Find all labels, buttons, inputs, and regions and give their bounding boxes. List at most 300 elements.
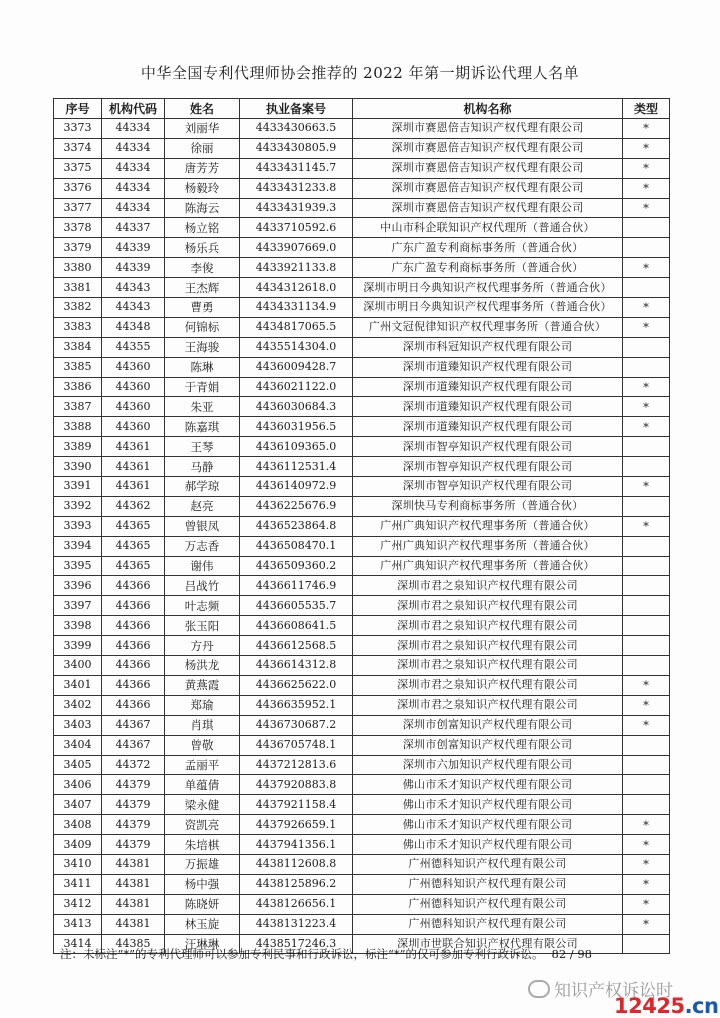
cell-org-code: 44365 — [102, 516, 165, 536]
cell-name: 王琴 — [165, 437, 240, 457]
cell-name: 王杰辉 — [165, 278, 240, 298]
cell-type: * — [623, 675, 670, 695]
cell-name: 黄燕霞 — [165, 675, 240, 695]
cell-org-name: 广州广典知识产权代理事务所（普通合伙） — [353, 556, 623, 576]
cell-license-no: 4436635952.1 — [240, 695, 353, 715]
table-row — [54, 417, 670, 437]
table-row — [54, 238, 670, 258]
cell-org-name: 深圳市世联合知识产权代理有限公司 — [353, 934, 623, 954]
cell-org-code: 44360 — [102, 397, 165, 417]
table-row — [54, 278, 670, 298]
cell-org-code: 44381 — [102, 914, 165, 934]
cell-org-code: 44343 — [102, 278, 165, 298]
cell-license-no: 4436608641.5 — [240, 616, 353, 636]
cell-name: 马静 — [165, 457, 240, 477]
cell-license-no: 4436508470.1 — [240, 536, 353, 556]
cell-license-no: 4433921133.8 — [240, 258, 353, 278]
cell-index: 3405 — [54, 755, 102, 775]
cell-org-code: 44339 — [102, 258, 165, 278]
cell-type: * — [623, 417, 670, 437]
cell-type: * — [623, 397, 670, 417]
cell-license-no: 4438126656.1 — [240, 894, 353, 914]
cell-name: 杨中强 — [165, 874, 240, 894]
cell-name: 于青娟 — [165, 377, 240, 397]
cell-org-code: 44334 — [102, 119, 165, 139]
cell-index: 3414 — [54, 934, 102, 954]
cell-license-no: 4435514304.0 — [240, 337, 353, 357]
table-row — [54, 835, 670, 855]
cell-index: 3391 — [54, 477, 102, 497]
cell-name: 肖琪 — [165, 715, 240, 735]
table-row — [54, 457, 670, 477]
cell-index: 3402 — [54, 695, 102, 715]
table-row — [54, 576, 670, 596]
cell-name: 刘丽华 — [165, 119, 240, 139]
cell-org-name: 深圳市赛恩倍吉知识产权代理有限公司 — [353, 178, 623, 198]
cell-type — [623, 536, 670, 556]
cell-type: * — [623, 298, 670, 318]
cell-type — [623, 496, 670, 516]
cell-org-name: 深圳市君之泉知识产权代理有限公司 — [353, 695, 623, 715]
cell-license-no: 4436611746.9 — [240, 576, 353, 596]
cell-org-code: 44360 — [102, 377, 165, 397]
cell-name: 单蕴倩 — [165, 775, 240, 795]
table-row — [54, 516, 670, 536]
table-row — [54, 755, 670, 775]
cell-name: 林玉旋 — [165, 914, 240, 934]
cell-org-name: 深圳市六加知识产权代理有限公司 — [353, 755, 623, 775]
cell-license-no: 4436021122.0 — [240, 377, 353, 397]
cell-org-code: 44379 — [102, 795, 165, 815]
cell-index: 3382 — [54, 298, 102, 318]
cell-license-no: 4436705748.1 — [240, 735, 353, 755]
logo-number: 12425 — [614, 994, 685, 1018]
cell-index: 3380 — [54, 258, 102, 278]
table-row — [54, 894, 670, 914]
cell-type — [623, 934, 670, 954]
cell-license-no: 4436030684.3 — [240, 397, 353, 417]
cell-org-name: 深圳市道臻知识产权代理有限公司 — [353, 417, 623, 437]
cell-org-code: 44366 — [102, 656, 165, 676]
cell-org-name: 广州广典知识产权代理事务所（普通合伙） — [353, 516, 623, 536]
cell-index: 3396 — [54, 576, 102, 596]
cell-index: 3388 — [54, 417, 102, 437]
cell-org-code: 44339 — [102, 238, 165, 258]
table-row — [54, 317, 670, 337]
cell-type — [623, 755, 670, 775]
table-row — [54, 496, 670, 516]
cell-license-no: 4437941356.1 — [240, 835, 353, 855]
cell-index: 3397 — [54, 596, 102, 616]
cell-org-code: 44381 — [102, 874, 165, 894]
cell-license-no: 4436612568.5 — [240, 636, 353, 656]
cell-org-name: 深圳市科冠知识产权代理有限公司 — [353, 337, 623, 357]
table-row — [54, 854, 670, 874]
cell-type: * — [623, 516, 670, 536]
cell-name: 陈晓妍 — [165, 894, 240, 914]
cell-license-no: 4438131223.4 — [240, 914, 353, 934]
cell-org-code: 44337 — [102, 218, 165, 238]
cell-name: 曾银凤 — [165, 516, 240, 536]
cell-index: 3410 — [54, 854, 102, 874]
cell-type: * — [623, 317, 670, 337]
cell-org-code: 44348 — [102, 317, 165, 337]
cell-type: * — [623, 835, 670, 855]
cell-org-name: 佛山市禾才知识产权代理有限公司 — [353, 775, 623, 795]
cell-index: 3389 — [54, 437, 102, 457]
cell-org-code: 44379 — [102, 835, 165, 855]
table-row — [54, 437, 670, 457]
cell-name: 万志香 — [165, 536, 240, 556]
cell-license-no: 4433710592.6 — [240, 218, 353, 238]
cell-name: 郝学琼 — [165, 477, 240, 497]
table-row — [54, 715, 670, 735]
cell-org-name: 深圳快马专利商标事务所（普通合伙） — [353, 496, 623, 516]
cell-org-name: 深圳市道臻知识产权代理有限公司 — [353, 377, 623, 397]
cell-org-code: 44355 — [102, 337, 165, 357]
cell-type — [623, 616, 670, 636]
cell-org-code: 44360 — [102, 417, 165, 437]
cell-index: 3401 — [54, 675, 102, 695]
cell-type: * — [623, 158, 670, 178]
cell-index: 3383 — [54, 317, 102, 337]
cell-org-name: 广州德科知识产权代理有限公司 — [353, 914, 623, 934]
cell-org-code: 44334 — [102, 198, 165, 218]
cell-license-no: 4433430663.5 — [240, 119, 353, 139]
cell-type — [623, 596, 670, 616]
cell-org-code: 44367 — [102, 735, 165, 755]
cell-index: 3373 — [54, 119, 102, 139]
cell-license-no: 4437926659.1 — [240, 815, 353, 835]
cell-license-no: 4433430805.9 — [240, 138, 353, 158]
table-row — [54, 616, 670, 636]
cell-license-no: 4434312618.0 — [240, 278, 353, 298]
cell-org-code: 44365 — [102, 556, 165, 576]
header-name: 姓名 — [165, 99, 240, 119]
cell-type — [623, 337, 670, 357]
cell-org-name: 深圳市君之泉知识产权代理有限公司 — [353, 675, 623, 695]
cell-org-code: 44366 — [102, 596, 165, 616]
cell-name: 徐丽 — [165, 138, 240, 158]
cell-org-code: 44361 — [102, 457, 165, 477]
cell-name: 曹勇 — [165, 298, 240, 318]
cell-name: 陈海云 — [165, 198, 240, 218]
cell-type — [623, 218, 670, 238]
page-title: 中华全国专利代理师协会推荐的 2022 年第一期诉讼代理人名单 — [140, 64, 580, 82]
cell-org-code: 44334 — [102, 138, 165, 158]
cell-type — [623, 437, 670, 457]
cell-license-no: 4436225676.9 — [240, 496, 353, 516]
cell-license-no: 4438125896.2 — [240, 874, 353, 894]
table-row — [54, 775, 670, 795]
cell-name: 资凯亮 — [165, 815, 240, 835]
cell-index: 3387 — [54, 397, 102, 417]
cell-name: 曾敬 — [165, 735, 240, 755]
cell-name: 张玉阳 — [165, 616, 240, 636]
table-row — [54, 656, 670, 676]
table-row — [54, 158, 670, 178]
table-row — [54, 914, 670, 934]
table-row — [54, 815, 670, 835]
cell-name: 梁永健 — [165, 795, 240, 815]
footnote — [60, 946, 592, 962]
cell-org-name: 深圳市赛恩倍吉知识产权代理有限公司 — [353, 198, 623, 218]
agent-table — [53, 98, 670, 954]
header-index: 序号 — [54, 99, 102, 119]
cell-type — [623, 656, 670, 676]
cell-org-code: 44334 — [102, 158, 165, 178]
cell-type — [623, 357, 670, 377]
cell-type: * — [623, 695, 670, 715]
cell-org-name: 深圳市君之泉知识产权代理有限公司 — [353, 596, 623, 616]
cell-license-no: 4436140972.9 — [240, 477, 353, 497]
cell-index: 3393 — [54, 516, 102, 536]
cell-type: * — [623, 815, 670, 835]
header-license-no: 执业备案号 — [240, 99, 353, 119]
table-row — [54, 298, 670, 318]
cell-index: 3400 — [54, 656, 102, 676]
cell-type: * — [623, 178, 670, 198]
cell-type — [623, 278, 670, 298]
cell-name: 陈琳 — [165, 357, 240, 377]
cell-index: 3398 — [54, 616, 102, 636]
cell-org-name: 深圳市赛恩倍吉知识产权代理有限公司 — [353, 158, 623, 178]
cell-index: 3411 — [54, 874, 102, 894]
cell-org-name: 深圳市智亭知识产权代理有限公司 — [353, 457, 623, 477]
cell-org-name: 深圳市赛恩倍吉知识产权代理有限公司 — [353, 138, 623, 158]
cell-index: 3394 — [54, 536, 102, 556]
cell-type: * — [623, 138, 670, 158]
cell-type: * — [623, 914, 670, 934]
cell-name: 叶志频 — [165, 596, 240, 616]
cell-org-code: 44381 — [102, 894, 165, 914]
cell-org-code: 44372 — [102, 755, 165, 775]
table-row — [54, 556, 670, 576]
cell-name: 朱亚 — [165, 397, 240, 417]
cell-index: 3376 — [54, 178, 102, 198]
cell-org-code: 44361 — [102, 437, 165, 457]
cell-name: 汪琳琳 — [165, 934, 240, 954]
cell-name: 唐芳芳 — [165, 158, 240, 178]
cell-license-no: 4436109365.0 — [240, 437, 353, 457]
cell-license-no: 4433907669.0 — [240, 238, 353, 258]
table-row — [54, 119, 670, 139]
footnote-text: 注：未标注“*”的专利代理师可以参加专利民事和行政诉讼，标注“*”的仅可参加专利行政诉讼。 — [60, 947, 544, 961]
table-row — [54, 357, 670, 377]
cell-org-code: 44361 — [102, 477, 165, 497]
cell-index: 3375 — [54, 158, 102, 178]
cell-license-no: 4436009428.7 — [240, 357, 353, 377]
page-number: 82 / 98 — [551, 947, 592, 961]
cell-org-name: 深圳市明日今典知识产权代理事务所（普通合伙） — [353, 298, 623, 318]
cell-index: 3374 — [54, 138, 102, 158]
cell-license-no: 4436605535.7 — [240, 596, 353, 616]
cell-index: 3384 — [54, 337, 102, 357]
cell-org-name: 广州德科知识产权代理有限公司 — [353, 854, 623, 874]
cell-org-name: 佛山市禾才知识产权代理有限公司 — [353, 815, 623, 835]
cell-index: 3407 — [54, 795, 102, 815]
cell-index: 3385 — [54, 357, 102, 377]
cell-index: 3404 — [54, 735, 102, 755]
table-row — [54, 735, 670, 755]
cell-index: 3408 — [54, 815, 102, 835]
cell-index: 3409 — [54, 835, 102, 855]
cell-org-name: 深圳市君之泉知识产权代理有限公司 — [353, 656, 623, 676]
site-logo — [614, 994, 718, 1018]
cell-license-no: 4436614312.8 — [240, 656, 353, 676]
cell-type — [623, 636, 670, 656]
cell-license-no: 4436031956.5 — [240, 417, 353, 437]
cell-type: * — [623, 715, 670, 735]
cell-index: 3403 — [54, 715, 102, 735]
cell-org-code: 44379 — [102, 775, 165, 795]
table-row — [54, 198, 670, 218]
table-row — [54, 536, 670, 556]
cell-org-code: 44362 — [102, 496, 165, 516]
table-row — [54, 795, 670, 815]
cell-index: 3395 — [54, 556, 102, 576]
table-row — [54, 138, 670, 158]
cell-type: * — [623, 854, 670, 874]
table-row — [54, 397, 670, 417]
cell-name: 孟丽平 — [165, 755, 240, 775]
cell-org-name: 深圳市赛恩倍吉知识产权代理有限公司 — [353, 119, 623, 139]
cell-license-no: 4433431233.8 — [240, 178, 353, 198]
header-org-code: 机构代码 — [102, 99, 165, 119]
cell-org-code: 44366 — [102, 576, 165, 596]
cell-name: 方丹 — [165, 636, 240, 656]
cell-org-name: 深圳市智亭知识产权代理有限公司 — [353, 477, 623, 497]
header-org-name: 机构名称 — [353, 99, 623, 119]
cell-org-name: 深圳市君之泉知识产权代理有限公司 — [353, 576, 623, 596]
cell-license-no: 4434331134.9 — [240, 298, 353, 318]
header-type: 类型 — [623, 99, 670, 119]
cell-name: 杨毅玲 — [165, 178, 240, 198]
cell-type — [623, 238, 670, 258]
cell-type — [623, 556, 670, 576]
cell-org-code: 44343 — [102, 298, 165, 318]
cell-license-no: 4436625622.0 — [240, 675, 353, 695]
cell-type: * — [623, 198, 670, 218]
cell-type: * — [623, 377, 670, 397]
table-row — [54, 636, 670, 656]
cell-name: 杨立铭 — [165, 218, 240, 238]
cell-org-name: 广州文冠倪律知识产权代理事务所（普通合伙） — [353, 317, 623, 337]
cell-org-name: 深圳市君之泉知识产权代理有限公司 — [353, 616, 623, 636]
table-row — [54, 337, 670, 357]
cell-org-name: 佛山市禾才知识产权代理有限公司 — [353, 835, 623, 855]
cell-type — [623, 576, 670, 596]
table-row — [54, 218, 670, 238]
cell-license-no: 4437212813.6 — [240, 755, 353, 775]
logo-domain: .cn — [684, 994, 719, 1018]
cell-type: * — [623, 894, 670, 914]
cell-org-name: 深圳市道臻知识产权代理有限公司 — [353, 357, 623, 377]
cell-name: 王海骏 — [165, 337, 240, 357]
cell-org-name: 广州德科知识产权代理有限公司 — [353, 894, 623, 914]
cell-org-name: 深圳市君之泉知识产权代理有限公司 — [353, 636, 623, 656]
cell-org-code: 44360 — [102, 357, 165, 377]
table-row — [54, 695, 670, 715]
cell-name: 何锦标 — [165, 317, 240, 337]
cell-index: 3386 — [54, 377, 102, 397]
cell-index: 3406 — [54, 775, 102, 795]
cell-org-code: 44366 — [102, 616, 165, 636]
cell-org-code: 44366 — [102, 695, 165, 715]
cell-license-no: 4434817065.5 — [240, 317, 353, 337]
cell-org-name: 佛山市禾才知识产权代理有限公司 — [353, 795, 623, 815]
cell-org-code: 44334 — [102, 178, 165, 198]
table-row — [54, 178, 670, 198]
table-row — [54, 258, 670, 278]
cell-index: 3377 — [54, 198, 102, 218]
cell-name: 吕战竹 — [165, 576, 240, 596]
cell-license-no: 4437921158.4 — [240, 795, 353, 815]
cell-type: * — [623, 477, 670, 497]
chat-bubble-icon — [528, 980, 550, 998]
cell-license-no: 4438112608.8 — [240, 854, 353, 874]
cell-index: 3392 — [54, 496, 102, 516]
cell-index: 3412 — [54, 894, 102, 914]
cell-license-no: 4436730687.2 — [240, 715, 353, 735]
table-row — [54, 477, 670, 497]
cell-org-code: 44385 — [102, 934, 165, 954]
cell-name: 朱培棋 — [165, 835, 240, 855]
cell-org-name: 广州广典知识产权代理事务所（普通合伙） — [353, 536, 623, 556]
cell-name: 杨乐兵 — [165, 238, 240, 258]
cell-type: * — [623, 119, 670, 139]
cell-name: 赵亮 — [165, 496, 240, 516]
cell-index: 3378 — [54, 218, 102, 238]
cell-license-no: 4438517246.3 — [240, 934, 353, 954]
cell-org-name: 中山市科企联知识产权代理所（普通合伙） — [353, 218, 623, 238]
cell-index: 3390 — [54, 457, 102, 477]
cell-index: 3381 — [54, 278, 102, 298]
cell-org-code: 44366 — [102, 675, 165, 695]
cell-type — [623, 795, 670, 815]
cell-org-name: 深圳市道臻知识产权代理有限公司 — [353, 397, 623, 417]
cell-name: 杨洪龙 — [165, 656, 240, 676]
cell-type: * — [623, 874, 670, 894]
cell-org-name: 深圳市智亭知识产权代理有限公司 — [353, 437, 623, 457]
cell-type — [623, 735, 670, 755]
cell-name: 陈嘉琪 — [165, 417, 240, 437]
table-header-row — [54, 99, 670, 119]
table-row — [54, 596, 670, 616]
cell-license-no: 4433431145.7 — [240, 158, 353, 178]
cell-org-name: 广州德科知识产权代理有限公司 — [353, 874, 623, 894]
cell-license-no: 4433431939.3 — [240, 198, 353, 218]
cell-org-code: 44381 — [102, 854, 165, 874]
cell-org-code: 44366 — [102, 636, 165, 656]
cell-name: 万振雄 — [165, 854, 240, 874]
cell-index: 3399 — [54, 636, 102, 656]
cell-type — [623, 457, 670, 477]
cell-org-name: 广东广盈专利商标事务所（普通合伙） — [353, 238, 623, 258]
cell-index: 3413 — [54, 914, 102, 934]
cell-license-no: 4437920883.8 — [240, 775, 353, 795]
table-row — [54, 675, 670, 695]
cell-name: 郑瑜 — [165, 695, 240, 715]
cell-org-name: 深圳市明日今典知识产权代理事务所（普通合伙） — [353, 278, 623, 298]
cell-org-code: 44365 — [102, 536, 165, 556]
cell-type — [623, 775, 670, 795]
table-row — [54, 874, 670, 894]
cell-license-no: 4436523864.8 — [240, 516, 353, 536]
cell-org-name: 深圳市创富知识产权代理有限公司 — [353, 735, 623, 755]
cell-org-code: 44367 — [102, 715, 165, 735]
cell-org-code: 44379 — [102, 815, 165, 835]
